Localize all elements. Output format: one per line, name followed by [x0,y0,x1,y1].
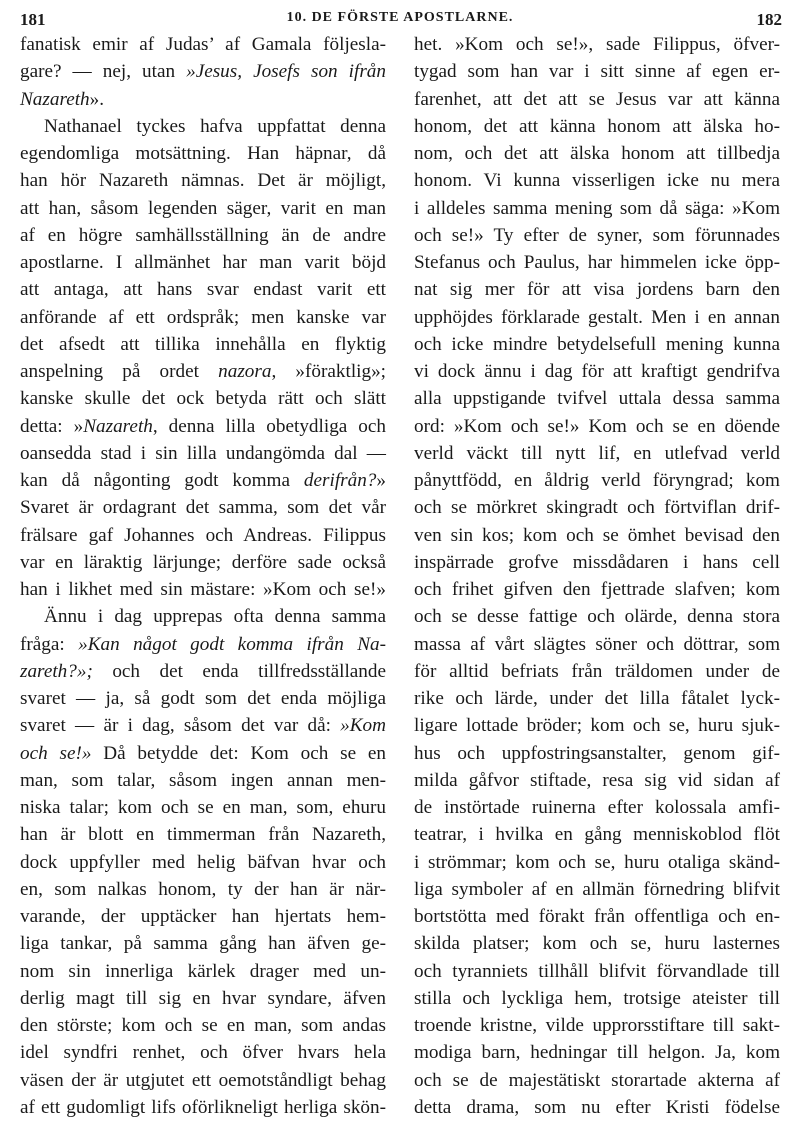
text-line [414,413,780,440]
text-segment: nat sig mer för att visa jordens barn den [414,279,780,301]
text-segment: honom, det att känna honom att älska ho- [414,115,780,137]
text-line [414,86,780,113]
text-line [414,522,780,549]
text-segment: , »föraktlig»; [271,361,386,382]
text-line [414,1067,780,1094]
text-segment: varande, der upptäcker han hjertats hem- [20,906,386,927]
text-line [20,413,386,440]
text-line [414,167,780,194]
text-line [20,1094,386,1121]
text-segment: het. »Kom och se!», sade Filippus, öfver- [414,34,780,55]
running-title: 10. DE FÖRSTE APOSTLARNE. [286,10,514,25]
text-segment: upphöjdes förklarade gestalt. Men i en annan [414,306,780,328]
text-segment: anförande af ett ordspråk; men kanske var [20,306,386,328]
text-line [20,549,386,576]
text-line [414,440,780,467]
text-line [414,603,780,630]
text-segment: man, som talar, såsom ingen annan men- [20,769,386,791]
text-segment: liga symboler af en allmän förnedring blifvit [414,878,780,900]
text-line [20,658,386,685]
text-line [20,685,386,712]
text-line [414,794,780,821]
text-segment: Svaret är ordagrant det samma, som det vår [20,497,386,519]
text-segment: han i likhet med sin mästare: »Kom och se!» [20,579,386,600]
italic-text: »Jesus, Josefs son ifrån [186,61,386,83]
text-segment: frälsare gaf Johannes och Andreas. Filippus [20,524,386,546]
text-line [20,249,386,276]
text-line [20,903,386,930]
text-line [20,113,386,140]
text-line [20,167,386,194]
text-segment: detta drama, som nu efter Kristi födelse [414,1096,780,1118]
text-segment: , denna lilla obetydliga och [152,415,386,437]
text-segment: i alldeles samma mening som då säga: »Kom [414,197,780,219]
text-segment: fråga: [20,633,79,655]
text-line [414,930,780,957]
text-segment: nom sin innerliga kärlek drager med un- [20,960,386,982]
text-line [414,549,780,576]
text-segment: idel syndfri renhet, och öfver hvars hela [20,1042,386,1064]
text-segment: apostlarne. I allmänhet har man varit böjd [20,252,386,273]
text-segment: oansedda stad i sin lilla undangömda dal — [20,442,386,464]
text-line [20,522,386,549]
text-line [20,876,386,903]
text-segment: troende kristne, vilde upprorsstiftare till sakt- [414,1015,780,1036]
text-line [414,631,780,658]
text-segment: detta: » [20,415,84,437]
text-column-right [414,31,780,1121]
text-line [20,1039,386,1066]
text-segment: gare? — nej, utan [20,61,187,83]
text-line [20,86,386,113]
page-number-left: 181 [20,10,46,29]
text-segment: honom. Vi kunna visserligen icke nu mera [414,170,780,192]
text-line [414,276,780,303]
text-segment: det afsedt att tillika innehålla en flyktig [20,333,386,355]
italic-text: »Kom [340,715,386,737]
text-segment: svaret — ja, så godt som det enda möjliga [20,688,386,709]
text-segment: svaret — är i dag, såsom det var då: [20,715,341,737]
text-segment: ven sin kos; kom och se ömhet bevisad den [414,524,780,546]
text-line [20,222,386,249]
text-segment: för alltid befriats från träldomen under de [414,660,780,682]
text-segment: och se desse fattige och olärde, denna stora [414,606,780,628]
text-line [414,985,780,1012]
text-segment: och icke mindre betydelsefull mening kunna [414,333,780,355]
text-segment: de instörtade ruinerna efter kolossala amfi- [414,797,780,818]
text-segment: nom, och det att älska honom att tillbedja [414,143,780,164]
text-line [20,576,386,603]
italic-text: »Kan något godt komma ifrån Na- [78,633,386,655]
text-segment: rike och lärde, under det lilla fåtalet lyck- [414,688,780,709]
text-line [414,494,780,521]
text-segment: och tyranniets tillhåll blifvit förvandlade till [414,960,780,982]
text-segment: pånyttfödd, en åldrig verld föryngrad; kom [414,470,780,491]
text-line [20,849,386,876]
text-line [20,767,386,794]
italic-text: zareth?»; [20,660,93,682]
text-line [20,140,386,167]
text-segment: Stefanus och Paulus, har himmelen icke öpp- [414,252,780,273]
text-line [20,440,386,467]
text-line [20,958,386,985]
text-segment: derlig magt till sig en hvar syndare, äfven [20,987,386,1009]
text-segment: hus och uppfostringsanstalter, genom gif- [414,742,780,764]
text-line [414,903,780,930]
text-segment: en, som nalkas honom, ty der han är när- [20,878,386,900]
page-number-right: 182 [756,10,782,29]
text-segment: fanatisk emir af Judas’ af Gamala följesla- [20,34,386,55]
text-line [20,58,386,85]
text-segment: milda gåfvor stiftade, resa sig vid sidan af [414,769,780,791]
text-segment: egendomliga motsättning. Han häpnar, då [20,143,386,164]
text-segment: väsen der är utgjutet ett oemotståndligt behag [20,1069,386,1091]
italic-text: Nazareth [20,88,90,110]
text-segment: verld väckt till nytt lif, en utlefvad verld [414,442,780,464]
text-line [20,276,386,303]
text-line [414,1094,780,1121]
text-line [20,1067,386,1094]
text-line [20,985,386,1012]
text-line [20,331,386,358]
text-segment: dock uppfyller med helig bäfvan hvar och [20,851,386,873]
text-segment: ». [89,88,105,110]
text-segment: och frihet gifven den fjettrade slafven; kom [414,579,780,600]
text-line [414,358,780,385]
text-line [414,31,780,58]
text-line [414,113,780,140]
text-line [414,222,780,249]
text-segment: vi dock ännu i dag för att kraftigt gendrifva [414,361,780,382]
text-segment: liga tankar, på samma gång han äfven ge- [20,933,386,955]
text-line [414,58,780,85]
text-segment: anspelning på ordet [20,361,219,382]
text-line [414,740,780,767]
text-segment: den störste; kom och se en man, som andas [20,1015,386,1036]
text-segment: ord: »Kom och se!» Kom och se en döende [414,415,780,437]
text-line [20,304,386,331]
text-line [414,195,780,222]
text-line [20,603,386,630]
text-column-left [20,31,386,1121]
text-line [20,494,386,521]
text-line [414,576,780,603]
text-segment: han är blott en timmerman från Nazareth, [20,824,386,846]
text-segment: att antaga, att hans svar endast varit ett [20,279,386,301]
text-segment: och se!» Ty efter de syner, som förunnades [414,224,780,246]
italic-text: och se!» [20,742,92,764]
text-segment: och se de majestätiskt storartade akterna af [414,1069,780,1091]
text-line [414,849,780,876]
text-line [20,712,386,739]
text-segment: kan då någonting godt komma [20,470,304,491]
text-line [414,685,780,712]
text-line [414,304,780,331]
text-line [20,31,386,58]
text-line [20,740,386,767]
text-line [414,767,780,794]
text-line [20,467,386,494]
italic-text: derifrån? [303,470,377,491]
text-segment: massa af vårt slägtes söner och döttrar, som [414,633,780,655]
text-line [414,331,780,358]
text-segment: Nathanael tyckes hafva uppfattat denna [44,115,386,137]
text-segment: tygad som han var i sitt sinne af egen er- [414,61,780,83]
text-segment: i strömmar; kom och se, huru otaliga skänd- [414,851,780,873]
text-segment: inspärrade grofve missdådaren i hans cell [414,551,780,573]
text-line [20,631,386,658]
text-segment: han hör Nazareth nämnas. Det är möjligt, [20,170,386,192]
text-line [20,794,386,821]
text-line [414,876,780,903]
text-line [414,140,780,167]
text-segment: alla uppstigande tvifvel uttala dessa samma [414,388,780,410]
text-segment: kanske skulle det ock betyda rätt och slätt [20,388,386,410]
text-line [414,712,780,739]
text-segment: » [376,470,386,491]
text-line [414,658,780,685]
text-segment: och det enda tillfredsställande [92,660,386,682]
text-segment: Ännu i dag upprepas ofta denna samma [44,606,386,628]
text-segment: teatrar, i hvilka en gång menniskoblod flöt [414,824,780,846]
text-line [414,1012,780,1039]
text-segment: Då betydde det: Kom och se en [91,742,387,764]
text-segment: af ett gudomligt lifs oförlikneligt herliga skön- [20,1096,386,1118]
text-line [414,385,780,412]
text-segment: modiga barn, hedningar till helgon. Ja, kom [414,1042,780,1064]
text-segment: ligare lottade bröder; kom och se, huru sjuk- [414,715,780,737]
text-line [414,958,780,985]
text-line [20,930,386,957]
text-segment: och se mörkret skingradt och förtviflan drif- [414,497,780,519]
italic-text: nazora [218,361,272,382]
text-line [414,249,780,276]
text-line [20,195,386,222]
text-line [414,1039,780,1066]
text-line [20,821,386,848]
text-line [414,467,780,494]
text-segment: niska talar; kom och se en man, som, ehuru [20,797,386,818]
text-segment: stilla och lyckliga hem, trotsige ateister till [414,987,780,1009]
text-segment: farenhet, att det att se Jesus var att känna [414,88,780,110]
text-segment: af en högre samhällsställning än de andre [20,224,386,246]
text-line [20,358,386,385]
text-line [414,821,780,848]
italic-text: Nazareth [83,415,153,437]
text-segment: bortstötta med förakt från offentliga och en- [414,906,780,927]
text-segment: skilda platser; kom och se, huru lasternes [414,933,780,955]
text-line [20,385,386,412]
text-segment: att han, såsom legenden säger, varit en man [20,197,386,219]
text-line [20,1012,386,1039]
text-segment: var en läraktig lärjunge; derföre sade också [20,551,386,573]
